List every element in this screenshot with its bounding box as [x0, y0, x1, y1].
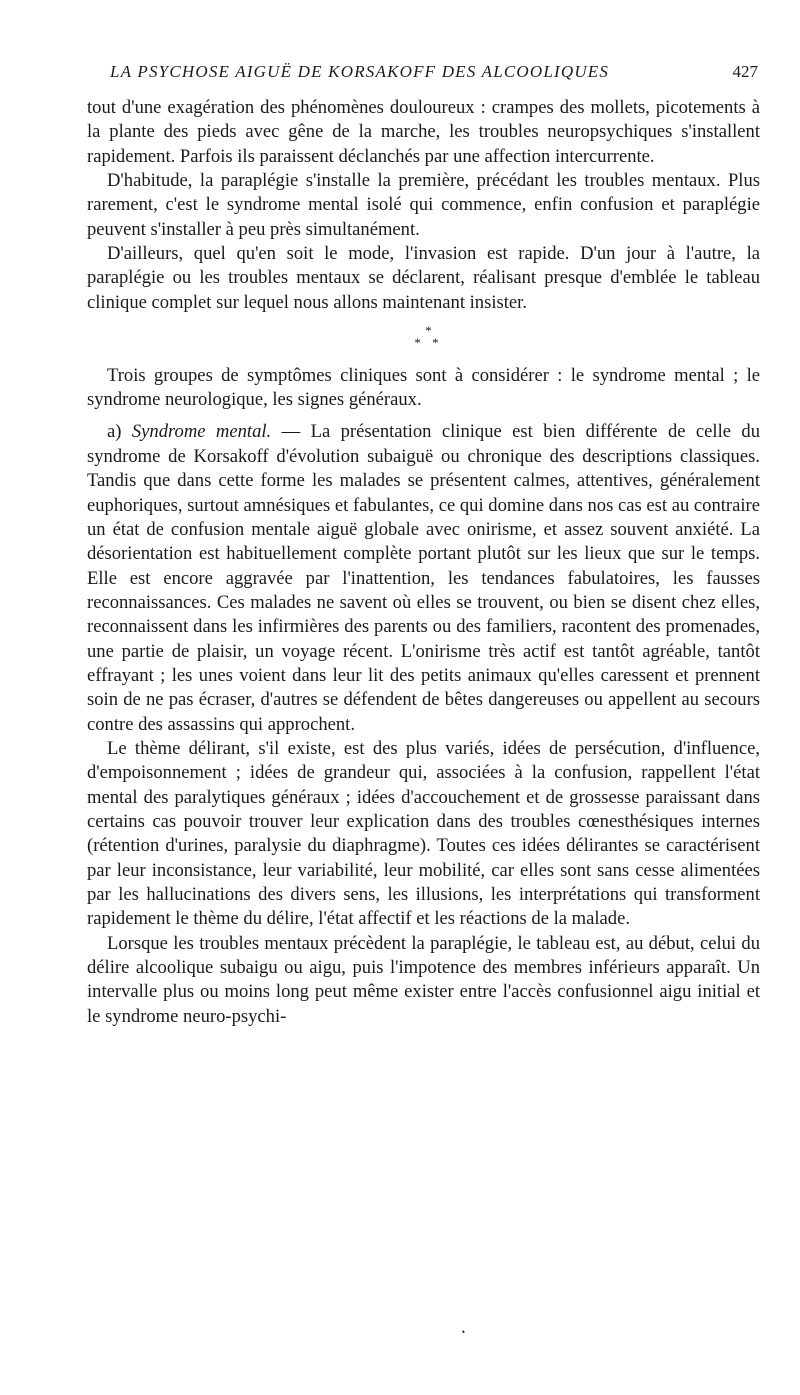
paragraph-5	[87, 420, 760, 736]
section-label: a)	[107, 421, 132, 443]
paragraph-gap	[87, 412, 760, 420]
section-heading: Syndrome mental.	[131, 421, 272, 443]
paragraph-5-text: — La présentation clinique est bien différente de celle du syndrome de Korsakoff d'évolution subaiguë ou chronique des descriptions classiques. Tandis que dans cette forme les malades se présentent calmes, attentives, généralement euphoriques, surtout amnésiques et fabulantes, ce qui domine dans nos cas est au contraire un état de confusion mentale aiguë globale avec onirisme, et assez souvent anxiété. La désorientation est habituellement complète portant plutôt sur les lieux que sur le temps. Elle est encore aggravée par l'inattention, les tendances fabulatoires, les fausses reconnaissances. Ces malades ne savent où elles se trouvent, ou bien se disent chez elles, reconnaissent dans les infirmières des parents ou des familiers, racontent des promenades, une partie de plaisir, un voyage récent. L'onirisme très actif est tantôt agréable, tantôt effrayant ; les unes voient dans leur lit des petits animaux qu'elles caressent et prennent soin de ne pas écraser, d'autres se défendent de bêtes dangereuses ou appellent au secours contre des assassins qui approchent.	[87, 421, 761, 735]
paragraph-6: Le thème délirant, s'il existe, est des plus variés, idées de persécution, d'influence, d'empoisonnement ; idées de grandeur qui, associées à la confusion, rappellent l'état mental des paralytiques généraux ; idées d'accouchement et de grossesse paraissant dans certains cas pouvoir trouver leur explication dans des troubles cœnesthésiques internes (rétention d'urines, paralysie du diaphragme). Toutes ces idées délirantes se caractérisent par leur inconsistance, leur variabilité, leur mobilité, car elles sont sans cesse alimentées par les hallucinations des divers sens, les illusions, les interprétations qui transforment rapidement le thème du délire, l'état affectif et les réactions de la malade.	[87, 737, 760, 930]
paragraph-4: Trois groupes de symptômes cliniques sont à considérer : le syndrome mental ; le syndrome neurologique, les signes généraux.	[87, 364, 760, 411]
paragraph-2: D'habitude, la paraplégie s'installe la première, précédant les troubles mentaux. Plus rarement, c'est le syndrome mental isolé qui commence, enfin confusion et paraplégie peuvent s'installer à peu près simultanément.	[87, 170, 760, 240]
paragraph-1: tout d'une exagération des phénomènes douloureux : crampes des mollets, picotements à la plante des pieds avec gêne de la marche, les troubles neuropsychiques s'installent rapidement. Parfois ils paraissent déclanchés par une affection intercurrente.	[87, 97, 760, 167]
running-title: LA PSYCHOSE AIGUË DE KORSAKOFF DES ALCOOLIQUES	[110, 62, 610, 81]
asterism-top: *	[425, 323, 432, 339]
body-text	[87, 96, 760, 1029]
paragraph-7: Lorsque les troubles mentaux précèdent la paraplégie, le tableau est, au début, celui du délire alcoolique subaigu ou aigu, puis l'impotence des membres inférieurs apparaît. Un intervalle plus ou moins long peut même exister entre l'accès confusionnel aigu initial et le syndrome neuro-psychi-	[87, 932, 760, 1027]
page-header	[88, 62, 758, 88]
asterism-bottom: * *	[414, 335, 443, 351]
footer-mark: •	[461, 1328, 466, 1337]
section-asterism	[97, 315, 760, 364]
paragraph-3: D'ailleurs, quel qu'en soit le mode, l'invasion est rapide. D'un jour à l'autre, la paraplégie ou les troubles mentaux se déclarent, réalisant presque d'emblée le tableau clinique complet sur lequel nous allons maintenant insister.	[87, 243, 760, 313]
page-number: 427	[732, 62, 758, 81]
